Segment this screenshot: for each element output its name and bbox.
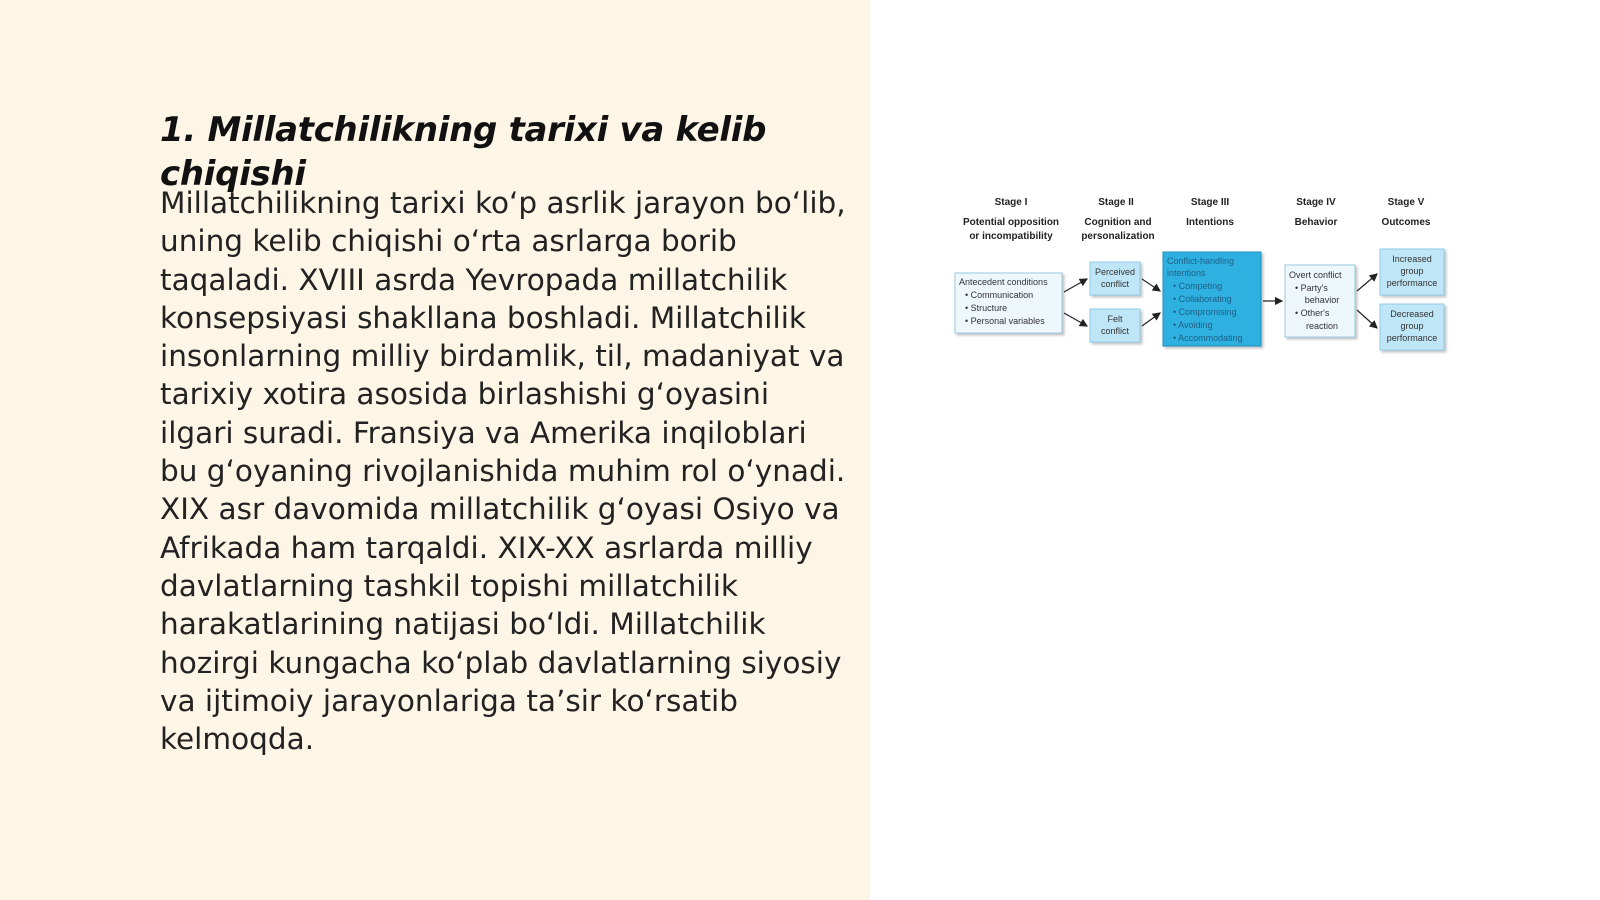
stage-1-sub2: or incompatibility — [969, 231, 1053, 242]
overt-conflict-box — [1285, 265, 1355, 337]
arrow — [1064, 313, 1087, 326]
decreased-performance-box — [1380, 304, 1444, 350]
intentions-item: • Accommodating — [1173, 333, 1243, 343]
felt-line: Felt — [1107, 314, 1123, 324]
overt-line: behavior — [1304, 295, 1340, 305]
stage-1-header — [963, 197, 1059, 242]
arrow — [1357, 310, 1377, 328]
stage-2-header — [1081, 197, 1154, 242]
arrow — [1064, 279, 1087, 292]
decreased-line: group — [1400, 321, 1424, 331]
stage-4-header — [1295, 197, 1338, 228]
perceived-line: Perceived — [1094, 267, 1136, 277]
intentions-item: • Competing — [1173, 281, 1223, 291]
intentions-item: • Avoiding — [1173, 320, 1213, 330]
slide-body-text: Millatchilikning tarixi koʻp asrlik jarayon boʻlib, uning kelib chiqishi oʻrta asrlarga borib taqaladi. XVIII asrda Yevropada millatchilik konsepsiyasi shakllana boshladi. Millatchilik insonlarning milliy birdamlik, til, madaniyat va tarixiy xotira asosida birlashishi gʻoyasini ilgari suradi. Fransiya va Amerika inqiloblari bu gʻoyaning rivojlanishida muhim rol oʻynadi. XIX asr davomida millatchilik gʻoyasi Osiyo va Afrikada ham tarqaldi. XIX-XX asrlarda milliy davlatlarning tashkil topishi millatchilik harakatlarining natijasi boʻldi. Millatchilik hozirgi kungacha koʻplab davlatlarning siyosiy va ijtimoiy jarayonlariga taʼsir koʻrsatib kelmoqda. — [160, 186, 846, 757]
antecedent-item: • Communication — [965, 290, 1034, 300]
decreased-line: Decreased — [1390, 309, 1434, 319]
antecedent-item: • Personal variables — [965, 316, 1045, 326]
intentions-title: intentions — [1167, 268, 1206, 278]
overt-line: Overt conflict — [1289, 270, 1342, 280]
conflict-process-diagram — [950, 192, 1450, 367]
intentions-item: • Collaborating — [1173, 294, 1232, 304]
image-panel — [870, 0, 1600, 900]
antecedent-conditions-box — [955, 273, 1062, 333]
stage-5-header — [1382, 197, 1431, 228]
felt-conflict-box — [1090, 309, 1140, 342]
increased-line: group — [1400, 266, 1424, 276]
arrow — [1142, 279, 1160, 291]
stage-4-sub1: Behavior — [1294, 217, 1338, 228]
stage-3-name: Stage III — [1190, 197, 1230, 208]
stage-2-name: Stage II — [1098, 197, 1134, 208]
decreased-line: performance — [1386, 333, 1438, 343]
stage-5-name: Stage V — [1387, 197, 1425, 208]
intentions-box — [1163, 252, 1261, 346]
increased-performance-box — [1380, 249, 1444, 295]
antecedent-item: • Structure — [965, 303, 1008, 313]
stage-2-sub2: personalization — [1081, 231, 1155, 242]
overt-line: • Party's — [1295, 283, 1328, 293]
intentions-title: Conflict-handling — [1167, 256, 1235, 266]
perceived-conflict-box — [1090, 262, 1140, 295]
felt-line: conflict — [1100, 326, 1130, 336]
stage-1-sub1: Potential opposition — [962, 217, 1060, 228]
intentions-item: • Compromising — [1173, 307, 1237, 317]
overt-line: reaction — [1305, 321, 1339, 331]
increased-line: performance — [1386, 278, 1438, 288]
arrow — [1142, 313, 1160, 326]
stage-4-name: Stage IV — [1296, 197, 1336, 208]
stage-1-name: Stage I — [994, 197, 1028, 208]
perceived-line: conflict — [1100, 279, 1130, 289]
arrow — [1357, 274, 1377, 291]
antecedent-title: Antecedent conditions — [959, 277, 1048, 287]
stage-3-header — [1186, 197, 1234, 228]
stage-2-sub1: Cognition and — [1084, 217, 1152, 228]
increased-line: Increased — [1392, 254, 1432, 264]
stage-5-sub1: Outcomes — [1381, 217, 1431, 228]
overt-line: • Other's — [1295, 308, 1330, 318]
stage-3-sub1: Intentions — [1186, 217, 1234, 228]
slide-title: 1. Millatchilikning tarixi va kelib chiqishi — [160, 110, 767, 194]
